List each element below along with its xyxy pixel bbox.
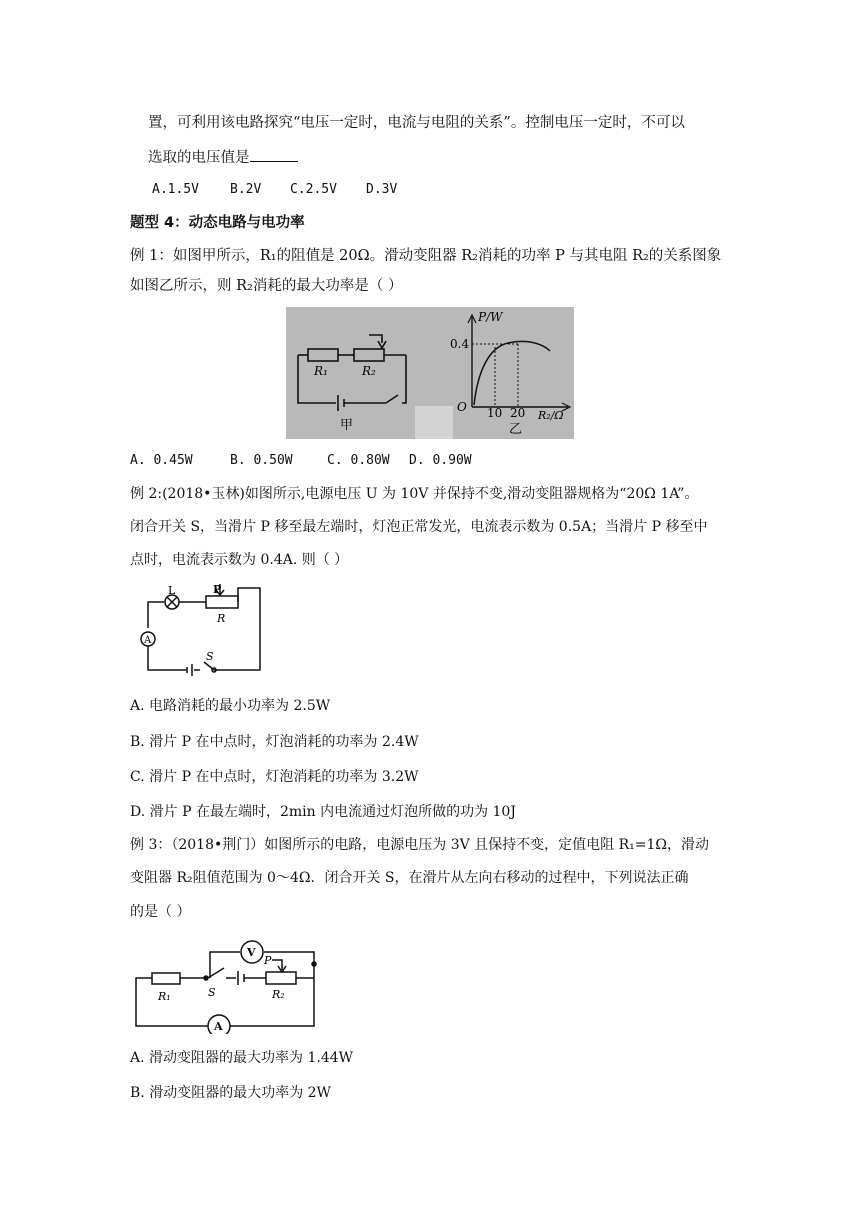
intro-line-2 xyxy=(148,149,298,167)
switch-s-label: S xyxy=(206,650,214,663)
switch-s3-label: S xyxy=(208,986,216,999)
intro-option-d: D.3V xyxy=(366,182,398,197)
example2-line-1: 例 2:(2018•玉林)如图所示,电源电压 U 为 10V 并保持不变,滑动变阻器规格为“20Ω 1A”。 xyxy=(130,486,699,502)
example1-figure xyxy=(286,307,574,439)
intro-line-2-text: 选取的电压值是 xyxy=(148,150,250,166)
r1-fixed-label: R₁ xyxy=(158,990,171,1003)
r1-label: R₁ xyxy=(314,364,328,378)
voltmeter-v-label: V xyxy=(247,946,256,959)
slider-p-label: P xyxy=(213,583,222,596)
y-axis-label: P/W xyxy=(478,310,503,324)
example2-figure xyxy=(134,578,270,678)
yi-label: 乙 xyxy=(509,422,523,437)
example1-option-c: C. 0.80W xyxy=(327,453,390,468)
slider-p3-label: P xyxy=(264,954,272,967)
ammeter-a-label: A xyxy=(144,635,152,646)
example2-option-b: B. 滑片 P 在中点时，灯泡消耗的功率为 2.4W xyxy=(130,734,419,750)
gray-placeholder-box xyxy=(415,406,453,439)
x-tick-20: 20 xyxy=(510,406,526,420)
lamp-label: L xyxy=(168,584,176,597)
example3-line-3: 的是（ ） xyxy=(130,904,191,920)
resistor-r-label: R xyxy=(217,612,226,625)
example2-option-a: A. 电路消耗的最小功率为 2.5W xyxy=(130,698,331,714)
intro-option-b: B.2V xyxy=(230,182,262,197)
example1-option-d: D. 0.90W xyxy=(409,453,472,468)
example1-line-2: 如图乙所示，则 R₂消耗的最大功率是（ ） xyxy=(130,278,403,294)
intro-option-c: C.2.5V xyxy=(290,182,337,197)
r2-rheostat xyxy=(266,972,296,984)
example3-option-a: A. 滑动变阻器的最大功率为 1.44W xyxy=(130,1050,354,1066)
example1-line-1: 例 1：如图甲所示，R₁的阻值是 20Ω。滑动变阻器 R₂消耗的功率 P 与其电阻 R₂的关系图象 xyxy=(130,248,722,264)
r2-label: R₂ xyxy=(362,364,376,378)
answer-blank xyxy=(250,149,298,162)
example1-option-a: A. 0.45W xyxy=(130,453,193,468)
example2-option-c: C. 滑片 P 在中点时，灯泡消耗的功率为 3.2W xyxy=(130,769,419,785)
r2-rheostat-label: R₂ xyxy=(272,988,285,1001)
example3-line-2: 变阻器 R₂阻值范围为 0～4Ω．闭合开关 S，在滑片从左向右移动的过程中，下列说法正确 xyxy=(130,870,689,886)
x-tick-10: 10 xyxy=(487,406,503,420)
ammeter3-a-label: A xyxy=(214,1020,223,1033)
circuit-2 xyxy=(141,584,260,676)
jia-label: 甲 xyxy=(340,418,354,433)
circuit-3 xyxy=(136,941,316,1034)
intro-line-1: 置，可利用该电路探究“电压一定时，电流与电阻的关系”。控制电压一定时，不可以 xyxy=(148,115,685,131)
example1-option-b: B. 0.50W xyxy=(230,453,293,468)
example3-line-1: 例 3：（2018•荆门）如图所示的电路，电源电压为 3V 且保持不变，定值电阻 R₁=1Ω，滑动 xyxy=(130,837,710,853)
example3-figure xyxy=(132,934,324,1034)
example3-option-b: B. 滑动变阻器的最大功率为 2W xyxy=(130,1085,331,1101)
r1-fixed-resistor xyxy=(152,973,180,984)
x-axis-label: R₂/Ω xyxy=(538,409,564,422)
example2-line-2: 闭合开关 S，当滑片 P 移至最左端时，灯泡正常发光，电流表示数为 0.5A；当滑片 P 移至中 xyxy=(130,519,708,535)
rheostat-r xyxy=(206,596,238,608)
origin-label: O xyxy=(457,400,467,414)
example2-line-3: 点时，电流表示数为 0.4A. 则（ ） xyxy=(130,552,349,568)
section-title: 题型 4：动态电路与电功率 xyxy=(130,215,305,231)
intro-option-a: A.1.5V xyxy=(152,182,199,197)
example2-option-d: D. 滑片 P 在最左端时，2min 内电流通过灯泡所做的功为 10J xyxy=(130,804,516,820)
y-tick-0-4: 0.4 xyxy=(450,337,470,351)
